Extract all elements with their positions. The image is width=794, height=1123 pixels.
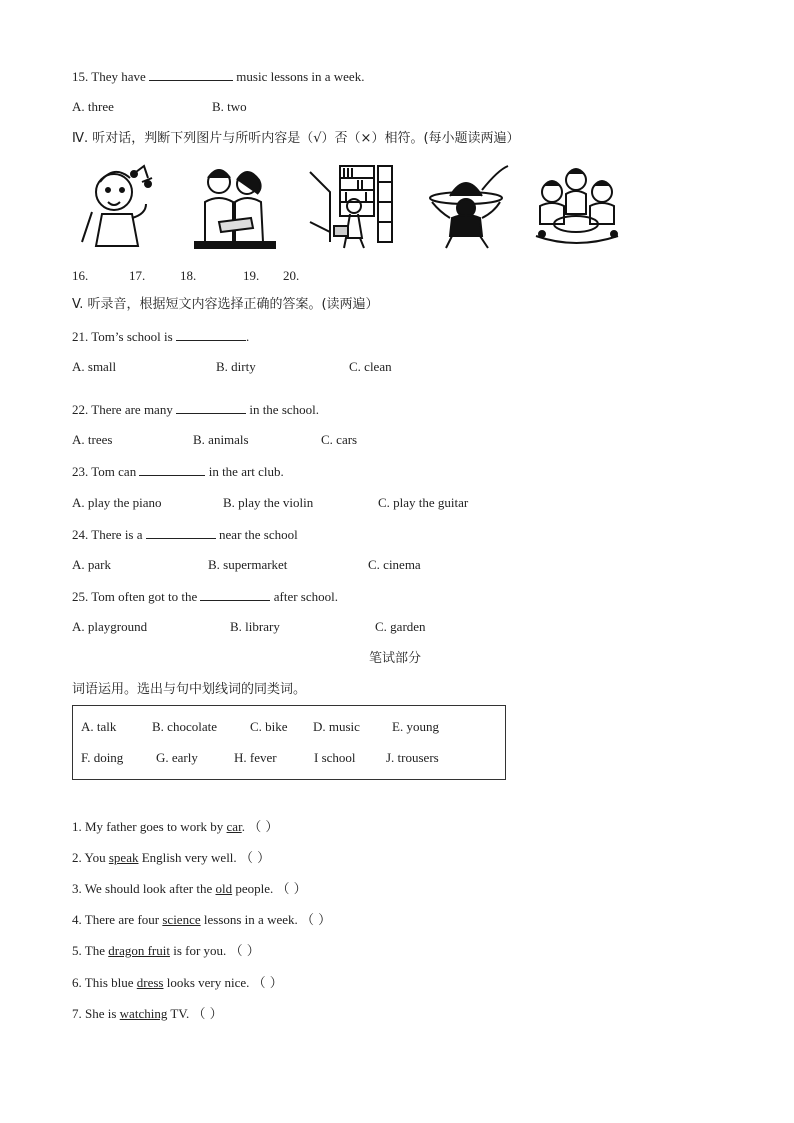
q21-option-b: B. dirty <box>216 359 256 374</box>
q24-stem: 24. There is a <box>72 527 143 542</box>
q25-option-a: A. playground <box>72 619 148 634</box>
item-5 <box>72 943 260 960</box>
section-5-heading: V. 听录音，根据短文内容选择正确的答案。(读两遍） <box>72 297 379 312</box>
answer-blank[interactable] <box>146 526 216 539</box>
section-4-heading: Ⅳ. 听对话，判断下列图片与所听内容是（√）否（×）相符。(每小题读两遍） <box>72 131 520 146</box>
question-15 <box>72 68 364 85</box>
q23-stem-end: in the art club. <box>208 464 284 479</box>
question-25 <box>72 588 338 605</box>
item-6 <box>72 975 283 992</box>
q21-stem: 21. Tom’s school is <box>72 329 173 344</box>
answer-blank[interactable] <box>149 68 233 81</box>
item-text-end: is for you. <box>173 943 227 958</box>
q15-stem: 15. They have <box>72 69 146 84</box>
q22-stem-end: in the school. <box>249 402 320 417</box>
hat-dancer-picture <box>426 162 512 250</box>
item-text: 2. You <box>72 850 106 865</box>
q23-option-c: C. play the guitar <box>378 495 469 510</box>
q23-option-a: A. play the piano <box>72 495 162 510</box>
item-text: 1. My father goes to work by <box>72 819 224 834</box>
item-text-end: English very well. <box>141 850 237 865</box>
word-bank-box <box>72 705 506 780</box>
underlined-word: watching <box>119 1006 168 1021</box>
number-16: 16. <box>72 268 89 283</box>
item-text-end: TV. <box>170 1006 190 1021</box>
word-bank-c: C. bike <box>250 719 288 734</box>
q21-option-a: A. small <box>72 359 117 374</box>
question-24 <box>72 526 298 543</box>
item-4 <box>72 912 331 929</box>
item-text: 5. The <box>72 943 105 958</box>
q24-option-c: C. cinema <box>368 557 421 572</box>
underlined-word: old <box>215 881 233 896</box>
question-23 <box>72 463 284 480</box>
written-section-title: 笔试部分 <box>369 651 422 666</box>
answer-paren[interactable]: （ ） <box>276 882 307 897</box>
item-2 <box>72 850 270 867</box>
q22-option-a: A. trees <box>72 432 113 447</box>
word-bank-h: H. fever <box>234 750 277 765</box>
answer-paren[interactable]: （ ） <box>301 913 332 928</box>
item-7 <box>72 1006 223 1023</box>
q22-option-b: B. animals <box>193 432 249 447</box>
answer-paren[interactable]: （ ） <box>239 851 271 866</box>
item-text: 3. We should look after the <box>72 881 213 896</box>
q25-stem: 25. Tom often got to the <box>72 589 198 604</box>
answer-blank[interactable] <box>176 401 246 414</box>
q25-stem-end: after school. <box>273 589 338 604</box>
q21-stem-end: . <box>245 329 250 344</box>
number-19: 19. <box>243 268 260 283</box>
q23-option-b: B. play the violin <box>223 495 314 510</box>
answer-blank[interactable] <box>139 463 205 476</box>
q25-option-b: B. library <box>230 619 280 634</box>
boy-singing-picture <box>72 162 162 250</box>
q24-stem-end: near the school <box>219 527 298 542</box>
item-1 <box>72 819 278 836</box>
word-bank-g: G. early <box>156 750 198 765</box>
q15-stem-end: music lessons in a week. <box>236 69 365 84</box>
word-bank-d: D. music <box>313 719 360 734</box>
word-bank-f: F. doing <box>81 750 124 765</box>
item-text-end: lessons in a week. <box>203 912 298 927</box>
underlined-word: science <box>162 912 201 927</box>
kids-playing-picture <box>530 162 624 250</box>
number-20: 20. <box>283 268 300 283</box>
library-girl-picture <box>306 162 398 250</box>
item-text: 4. There are four <box>72 912 160 927</box>
underlined-word: speak <box>108 850 139 865</box>
word-bank-j: J. trousers <box>386 750 439 765</box>
vocab-instruction: 词语运用。选出与句中划线词的同类词。 <box>72 682 307 697</box>
word-bank-i: I school <box>314 750 356 765</box>
answer-paren[interactable]: （ ） <box>192 1007 223 1022</box>
q15-option-b: B. two <box>212 99 247 114</box>
picture-row <box>72 162 632 252</box>
underlined-word: car <box>226 819 242 834</box>
q22-option-c: C. cars <box>321 432 358 447</box>
answer-blank[interactable] <box>200 588 270 601</box>
answer-paren[interactable]: （ ） <box>248 820 279 835</box>
q23-stem: 23. Tom can <box>72 464 137 479</box>
q22-stem: 22. There are many <box>72 402 173 417</box>
underlined-word: dress <box>136 975 164 990</box>
word-bank-e: E. young <box>392 719 439 734</box>
answer-blank[interactable] <box>176 328 246 341</box>
answer-paren[interactable]: （ ） <box>229 944 260 959</box>
q24-option-a: A. park <box>72 557 111 572</box>
couple-reading-picture <box>189 162 281 250</box>
question-22 <box>72 401 319 418</box>
word-bank-a: A. talk <box>81 719 117 734</box>
item-text-end: . <box>241 819 245 834</box>
q15-option-a: A. three <box>72 99 114 114</box>
q24-option-b: B. supermarket <box>208 557 288 572</box>
item-text: 7. She is <box>72 1006 117 1021</box>
item-text: 6. This blue <box>72 975 134 990</box>
word-bank-b: B. chocolate <box>152 719 217 734</box>
number-17: 17. <box>129 268 146 283</box>
answer-paren[interactable]: （ ） <box>252 976 283 991</box>
item-3 <box>72 881 307 898</box>
item-text-end: looks very nice. <box>166 975 250 990</box>
q21-option-c: C. clean <box>349 359 392 374</box>
q25-option-c: C. garden <box>375 619 426 634</box>
underlined-word: dragon fruit <box>108 943 170 958</box>
item-text-end: people. <box>235 881 274 896</box>
number-18: 18. <box>180 268 197 283</box>
question-21 <box>72 328 249 345</box>
